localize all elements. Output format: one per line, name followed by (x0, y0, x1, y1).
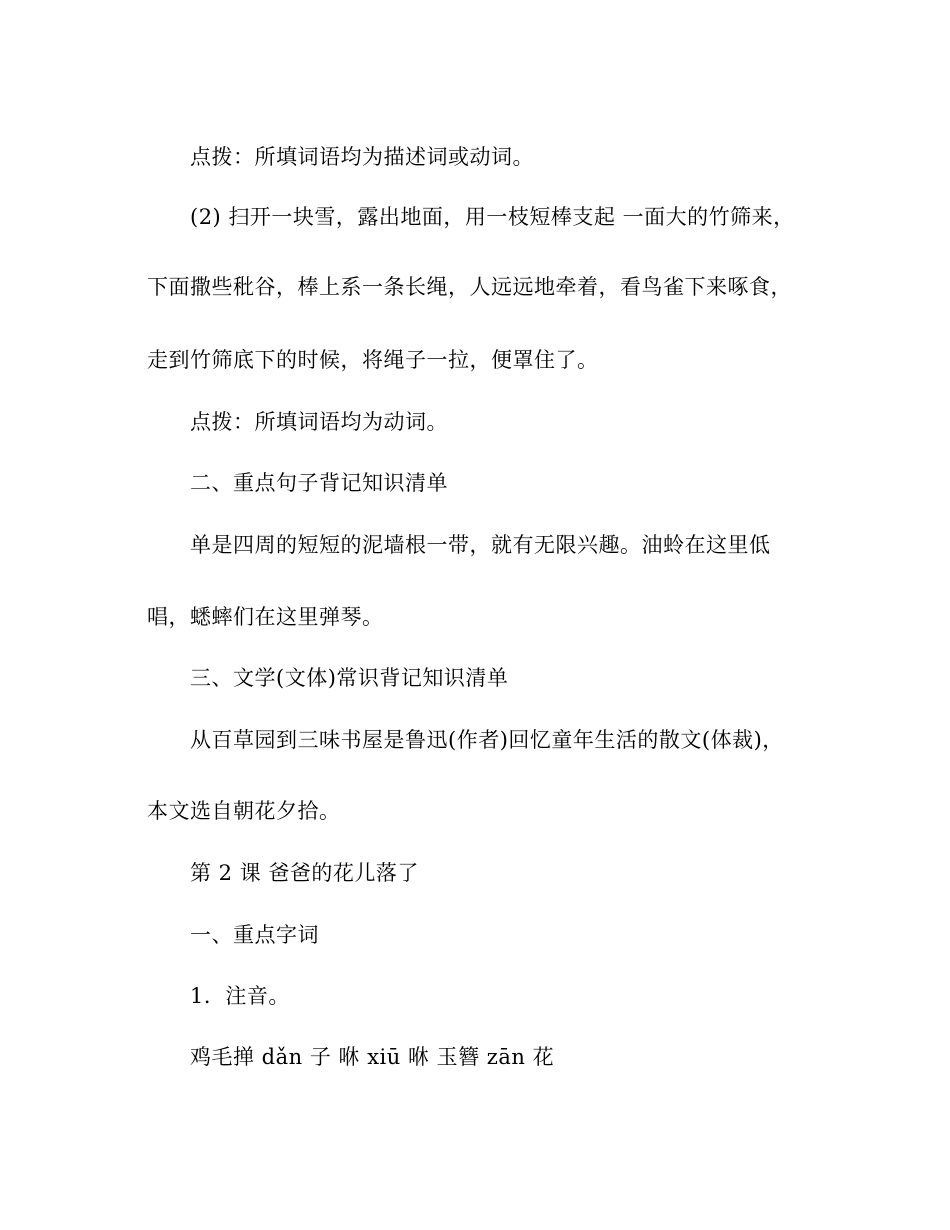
lesson-title: 第 2 课 爸爸的花儿落了 (190, 861, 419, 885)
paragraph-line: 走到竹筛底下的时候，将绳子一拉，便罩住了。 (147, 348, 599, 372)
list-heading: 1．注音。 (190, 984, 290, 1008)
pinyin-line: 鸡毛掸 dǎn 子 咻 xiū 咻 玉簪 zān 花 (190, 1045, 555, 1069)
section-heading: 一、重点字词 (190, 923, 319, 947)
paragraph-line: (2) 扫开一块雪，露出地面，用一枝短棒支起 一面大的竹筛来， (190, 205, 795, 229)
paragraph-line: 下面撒些秕谷，棒上系一条长绳，人远远地牵着，看鸟雀下来啄食， (147, 275, 792, 299)
section-heading: 三、文学(文体)常识背记知识清单 (190, 666, 509, 690)
paragraph-line: 单是四周的短短的泥墙根一带，就有无限兴趣。油蛉在这里低 (190, 533, 771, 557)
paragraph-line: 从百草园到三味书屋是鲁迅(作者)回忆童年生活的散文(体裁)， (190, 728, 784, 752)
paragraph-line: 本文选自朝花夕拾。 (147, 799, 341, 823)
paragraph-line: 唱，蟋蟀们在这里弹琴。 (147, 605, 384, 629)
section-heading: 二、重点句子背记知识清单 (190, 471, 448, 495)
hint-line-2: 点拨：所填词语均为动词。 (190, 410, 448, 434)
hint-line-1: 点拨：所填词语均为描述词或动词。 (190, 145, 534, 169)
